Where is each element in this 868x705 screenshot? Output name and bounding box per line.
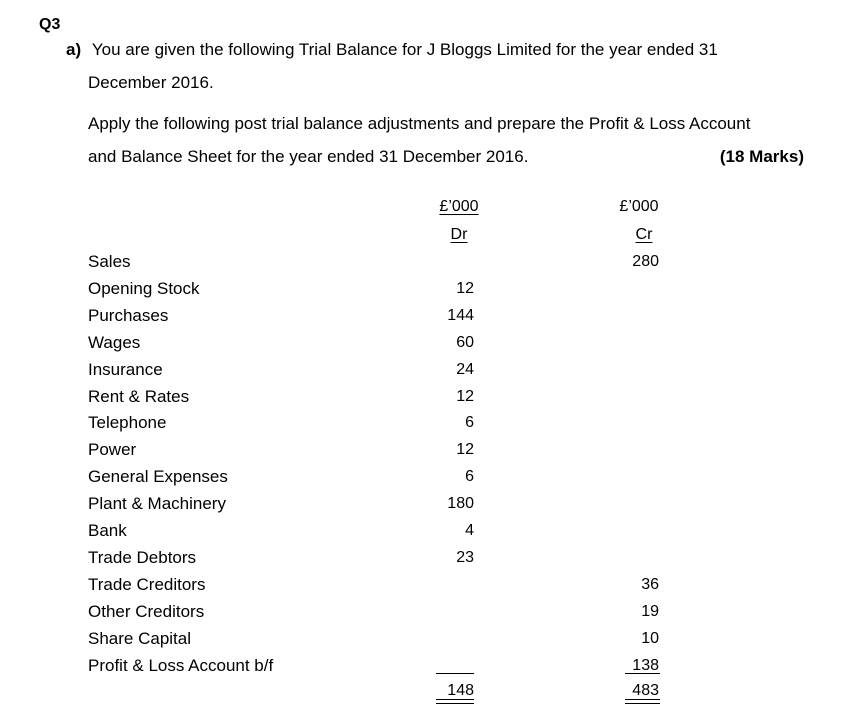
cr-header: Cr: [635, 226, 653, 243]
account-label: Trade Debtors: [88, 548, 197, 567]
account-label: Plant & Machinery: [88, 494, 226, 513]
cr-total: 483: [632, 682, 659, 699]
cr-amount: 138: [632, 657, 659, 674]
account-label: Rent & Rates: [88, 387, 190, 406]
instruction-line-2: and Balance Sheet for the year ended 31 December 2016.: [88, 147, 529, 166]
dr-amount: 60: [456, 334, 474, 351]
dr-total-double-rule: [436, 699, 474, 704]
account-label: Telephone: [88, 413, 167, 432]
dr-amount: 24: [456, 361, 474, 378]
instruction-line-1: Apply the following post trial balance adjustments and prepare the Profit & Loss Account: [88, 114, 751, 133]
cr-amount: 19: [641, 603, 659, 620]
cr-unit-header: £’000: [619, 198, 659, 215]
dr-total: 148: [447, 682, 474, 699]
account-label: Purchases: [88, 306, 169, 325]
dr-amount: 180: [447, 495, 474, 512]
cr-amount: 10: [641, 630, 659, 647]
intro-text-1: You are given the following Trial Balance for J Bloggs Limited for the year ended 31: [91, 40, 718, 59]
account-label: Insurance: [88, 360, 163, 379]
marks-label: (18 Marks): [719, 147, 804, 166]
dr-amount: 12: [456, 441, 474, 458]
account-label: Opening Stock: [88, 279, 200, 298]
dr-amount: 23: [456, 549, 474, 566]
intro-line-1: [66, 40, 718, 60]
dr-amount: 144: [447, 307, 474, 324]
cr-subtotal-rule: [625, 673, 660, 674]
account-label: General Expenses: [88, 467, 228, 486]
dr-header: Dr: [450, 226, 468, 243]
cr-amount: 36: [641, 576, 659, 593]
account-label: Bank: [88, 521, 127, 540]
account-label: Trade Creditors: [88, 575, 206, 594]
cr-amount: 280: [632, 253, 659, 270]
question-number: Q3: [39, 16, 61, 33]
account-label: Wages: [88, 333, 141, 352]
account-label: Power: [88, 440, 137, 459]
intro-line-2: December 2016.: [88, 73, 214, 92]
dr-amount: 12: [456, 280, 474, 297]
account-label: Sales: [88, 252, 131, 271]
account-label: Other Creditors: [88, 602, 205, 621]
cr-total-double-rule: [625, 699, 660, 704]
dr-subtotal-rule: [436, 673, 474, 674]
part-label: a): [66, 40, 82, 59]
dr-amount: 6: [465, 468, 474, 485]
dr-unit-header: £’000: [439, 198, 479, 215]
account-label: Share Capital: [88, 629, 192, 648]
dr-amount: 12: [456, 388, 474, 405]
dr-amount: 4: [465, 522, 474, 539]
account-label: Profit & Loss Account b/f: [88, 656, 274, 675]
dr-amount: 6: [465, 414, 474, 431]
